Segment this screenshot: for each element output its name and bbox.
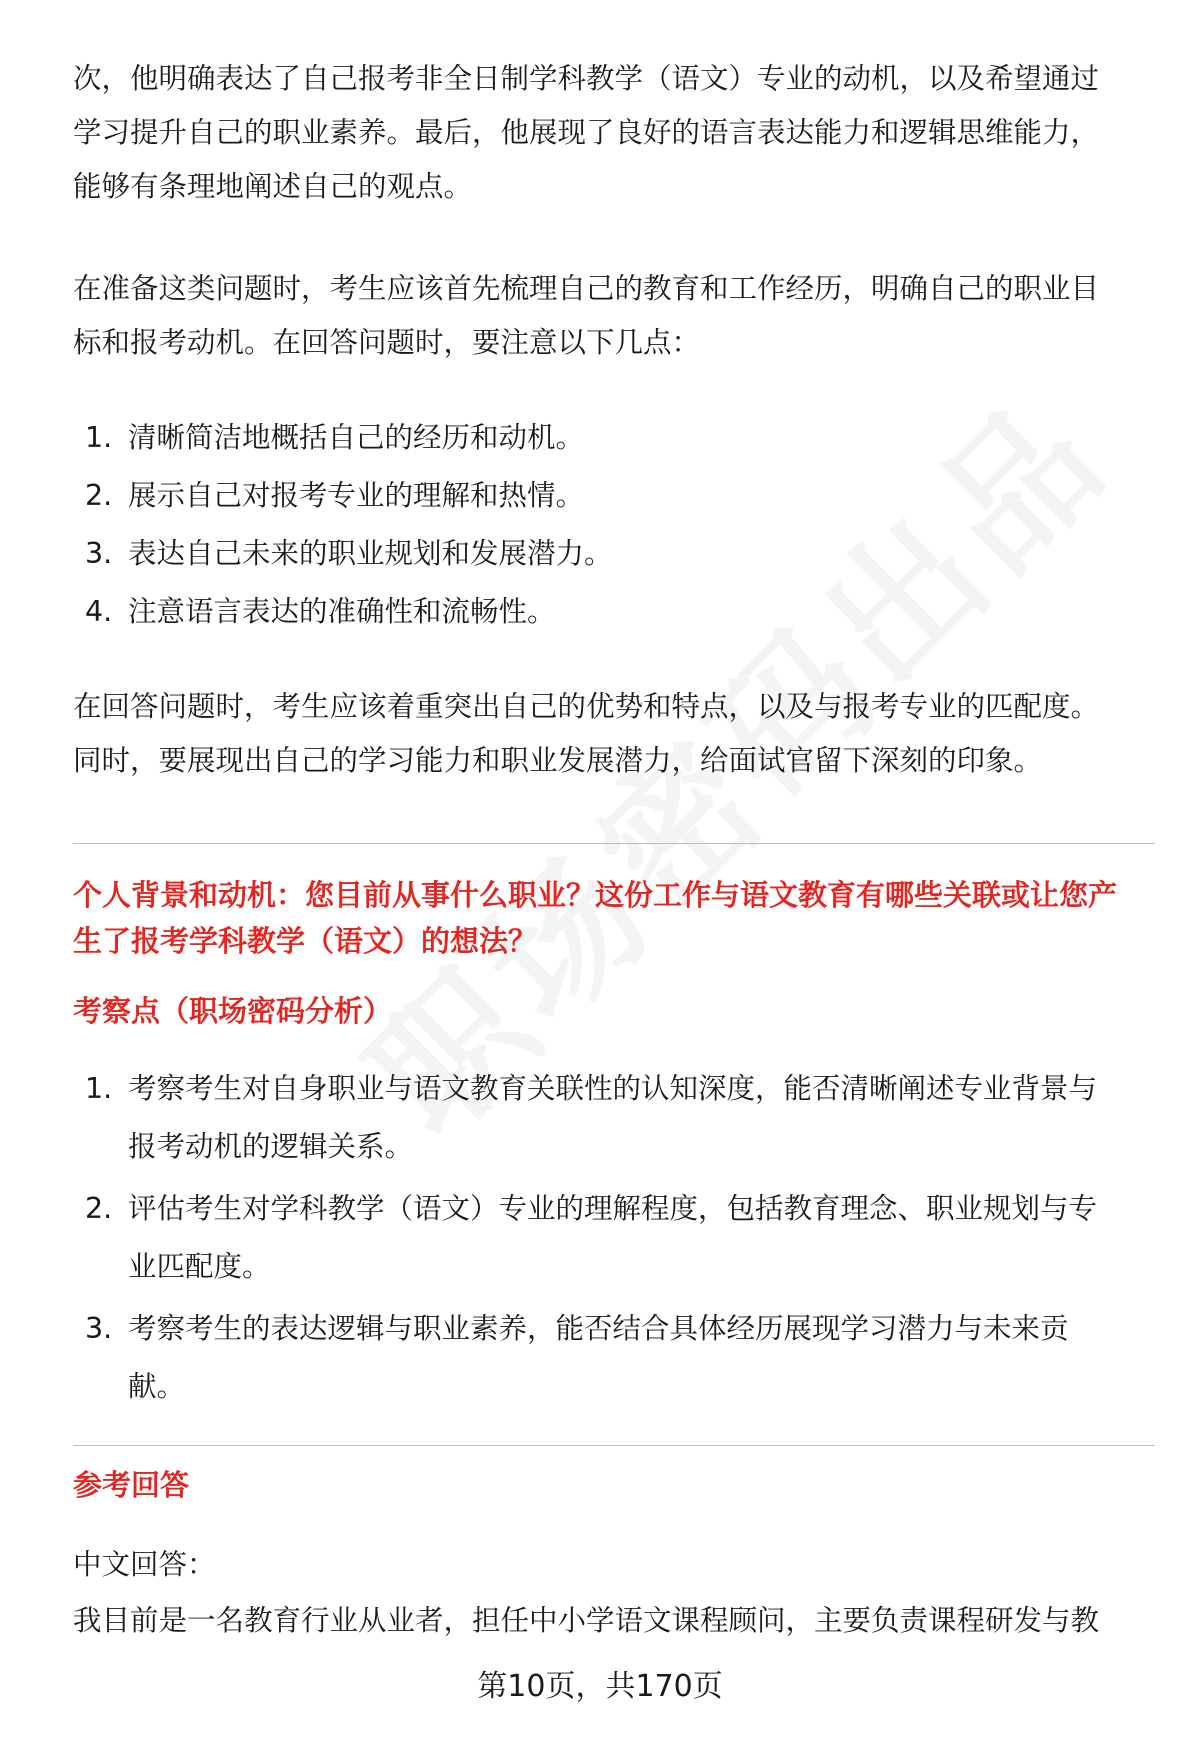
section-divider (73, 1445, 1155, 1446)
paragraph-line: 学习提升自己的职业素养。最后，他展现了良好的语言表达能力和逻辑思维能力， (73, 116, 1100, 149)
list-number: 1. (85, 1072, 113, 1105)
list-number: 2. (85, 479, 113, 512)
list-text: 清晰简洁地概括自己的经历和动机。 (128, 421, 585, 454)
list-item (73, 1300, 1153, 1416)
paragraph-line: 能够有条理地阐述自己的观点。 (73, 170, 473, 203)
list-item (73, 1180, 1153, 1296)
paragraph-line: 同时，要展现出自己的学习能力和职业发展潜力，给面试官留下深刻的印象。 (73, 744, 1043, 777)
paragraph-line: 在回答问题时，考生应该着重突出自己的优势和特点，以及与报考专业的匹配度。 (73, 690, 1100, 723)
list-number: 2. (85, 1192, 113, 1225)
list-text: 考察考生对自身职业与语文教育关联性的认知深度，能否清晰阐述专业背景与 (128, 1072, 1098, 1105)
list-text: 报考动机的逻辑关系。 (128, 1130, 414, 1163)
list-number: 4. (85, 595, 113, 628)
list-text: 献。 (128, 1370, 186, 1403)
answer-label: 中文回答： (73, 1548, 216, 1581)
answer-text-line: 我目前是一名教育行业从业者，担任中小学语文课程顾问，主要负责课程研发与教 (73, 1604, 1100, 1637)
list-item (73, 409, 1153, 467)
reference-heading: 参考回答 (73, 1468, 190, 1502)
paragraph-line: 在准备这类问题时，考生应该首先梳理自己的教育和工作经历，明确自己的职业目 (73, 272, 1100, 305)
list-item (73, 583, 1153, 641)
list-text: 展示自己对报考专业的理解和热情。 (128, 479, 585, 512)
list-item (73, 525, 1153, 583)
question-line: 个人背景和动机：您目前从事什么职业？这份工作与语文教育有哪些关联或让您产 (73, 878, 1118, 912)
question-line: 生了报考学科教学（语文）的想法？ (73, 924, 538, 958)
assessment-heading: 考察点（职场密码分析） (73, 994, 393, 1028)
list-number: 3. (85, 1312, 113, 1345)
list-text: 表达自己未来的职业规划和发展潜力。 (128, 537, 613, 570)
list-number: 1. (85, 421, 113, 454)
list-text: 评估考生对学科教学（语文）专业的理解程度，包括教育理念、职业规划与专 (128, 1192, 1098, 1225)
section-divider (73, 843, 1155, 844)
list-text: 考察考生的表达逻辑与职业素养，能否结合具体经历展现学习潜力与未来贡 (128, 1312, 1069, 1345)
list-item (73, 467, 1153, 525)
page-footer: 第10页，共170页 (477, 1669, 723, 1704)
list-text: 注意语言表达的准确性和流畅性。 (128, 595, 556, 628)
paragraph-line: 次，他明确表达了自己报考非全日制学科教学（语文）专业的动机，以及希望通过 (73, 62, 1100, 95)
list-text: 业匹配度。 (128, 1250, 271, 1283)
paragraph-line: 标和报考动机。在回答问题时，要注意以下几点： (73, 326, 701, 359)
list-item (73, 1060, 1153, 1176)
list-number: 3. (85, 537, 113, 570)
